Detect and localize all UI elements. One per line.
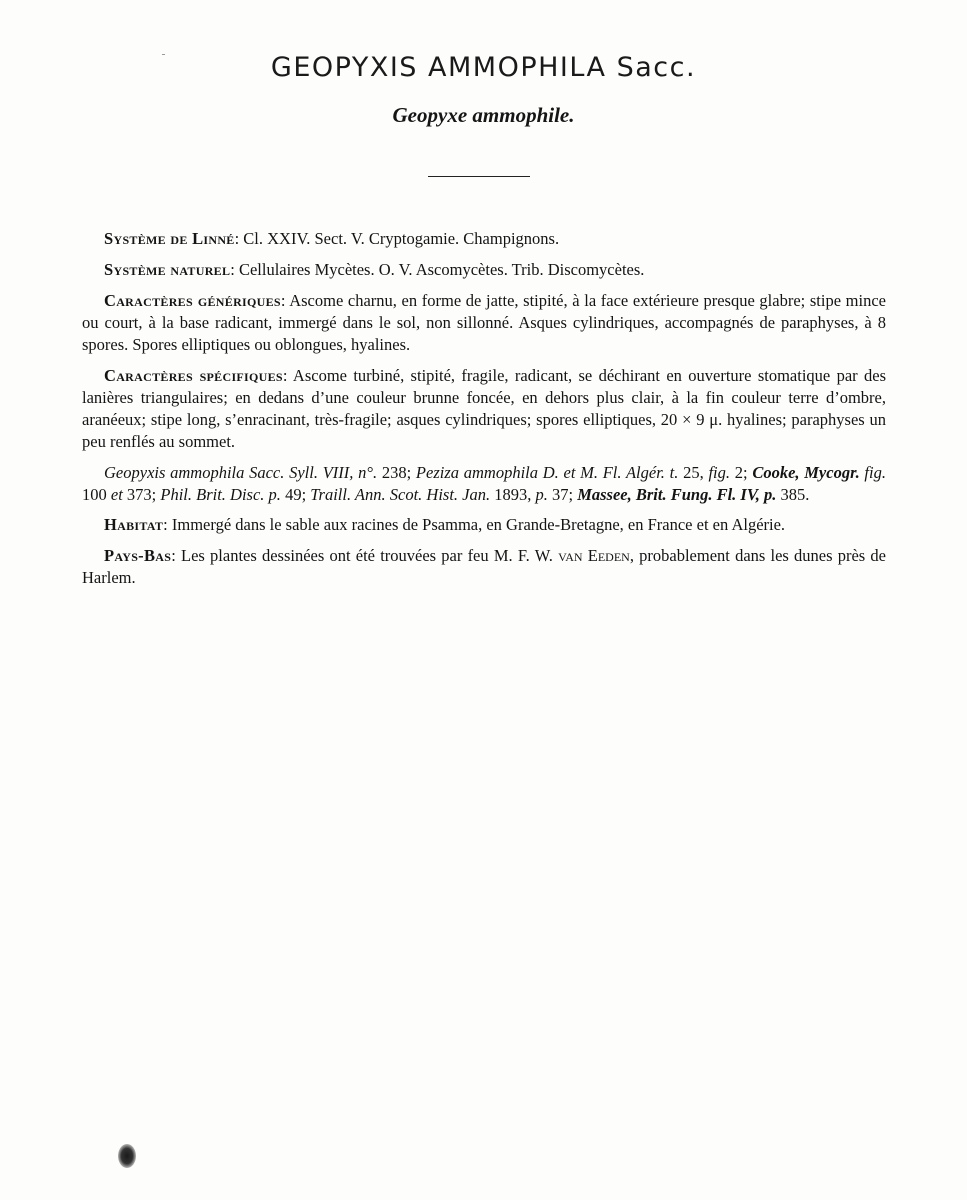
ref-saccardo-num: 238; bbox=[377, 463, 416, 482]
section-text: : Les plantes dessinées ont été trouvées par feu M. F. W. bbox=[171, 546, 559, 565]
section-text: : Cl. XXIV. Sect. V. Cryptogamie. Champignons. bbox=[234, 229, 560, 248]
ref-saccardo: Geopyxis ammophila Sacc. Syll. VIII, n°. bbox=[104, 463, 378, 482]
page-subtitle: Geopyxe ammophile. bbox=[392, 103, 575, 127]
section-label: Système naturel bbox=[104, 260, 231, 279]
ref-cooke-num2: 373; bbox=[122, 485, 161, 504]
section-text: : Immergé dans le sable aux racines de Psamma, en Grande-Bretagne, en France et en Algérie. bbox=[163, 515, 786, 534]
document-body bbox=[82, 228, 886, 598]
ref-traill-p: p. bbox=[535, 485, 548, 504]
ref-traill-num: 1893, bbox=[490, 485, 536, 504]
ref-peziza-num: 25, bbox=[678, 463, 709, 482]
section-label: Caractères spécifiques bbox=[104, 366, 283, 385]
ref-cooke-fig: fig. bbox=[859, 463, 886, 482]
page-title: GEOPYXIS AMMOPHILA Sacc. bbox=[270, 52, 697, 83]
ref-peziza: Peziza ammophila D. et M. Fl. Algér. t. bbox=[415, 463, 679, 482]
section-generiques bbox=[82, 290, 886, 356]
collector-name: van Eeden bbox=[558, 546, 630, 565]
title-divider bbox=[428, 176, 530, 177]
section-label: Caractères génériques bbox=[104, 291, 281, 310]
ref-cooke-num: 100 bbox=[82, 485, 111, 504]
section-label: Système de Linné bbox=[104, 229, 235, 248]
ref-phillips: Phil. Brit. Disc. p. bbox=[160, 485, 281, 504]
section-naturel bbox=[82, 259, 886, 281]
section-text: : Ascome charnu, en forme de jatte, stipité, à la face extérieure presque glabre; stipe mince ou court, à la base radicant, immergé dans le sol, non sillonné. Asques cylindriques, accompagnés de paraphyses, à 8 spores. Spores elliptiques ou oblongues, hyalines. bbox=[82, 291, 886, 354]
section-habitat bbox=[82, 514, 886, 536]
section-label: Pays-Bas bbox=[104, 546, 172, 565]
ref-traill-pnum: 37; bbox=[547, 485, 578, 504]
section-text: : Ascome turbiné, stipité, fragile, radicant, se déchirant en ouverture stomatique par des lanières triangulaires; en dedans d’une couleur brunne foncée, en dehors plus clair, à la fin couleur terre d’ombre, aranéeux; stipe long, s’enracinant, très-fragile; asques cylindriques; spores elliptiques, 20 × 9 μ. hyalines; paraphyses un peu renflés au sommet. bbox=[82, 366, 886, 451]
section-references bbox=[82, 462, 886, 506]
section-paysbas bbox=[82, 545, 886, 589]
ref-massee: Massee, Brit. Fung. Fl. IV, p. bbox=[577, 485, 777, 504]
section-label: Habitat bbox=[104, 515, 164, 534]
section-text: : Cellulaires Mycètes. O. V. Ascomycètes. Trib. Discomycètes. bbox=[230, 260, 645, 279]
ref-phillips-num: 49; bbox=[280, 485, 311, 504]
ref-traill: Traill. Ann. Scot. Hist. Jan. bbox=[310, 485, 491, 504]
ref-peziza-fig: fig. bbox=[708, 463, 730, 482]
ref-peziza-fignum: 2; bbox=[730, 463, 753, 482]
section-specifiques bbox=[82, 365, 886, 453]
ref-cooke-et: et bbox=[110, 485, 123, 504]
ref-massee-num: 385. bbox=[776, 485, 810, 504]
ink-smudge bbox=[118, 1144, 136, 1168]
section-text-end: , probablement dans les dunes près de Harlem. bbox=[82, 546, 886, 587]
ref-cooke: Cooke, Mycogr. bbox=[752, 463, 860, 482]
section-linne bbox=[82, 228, 886, 250]
